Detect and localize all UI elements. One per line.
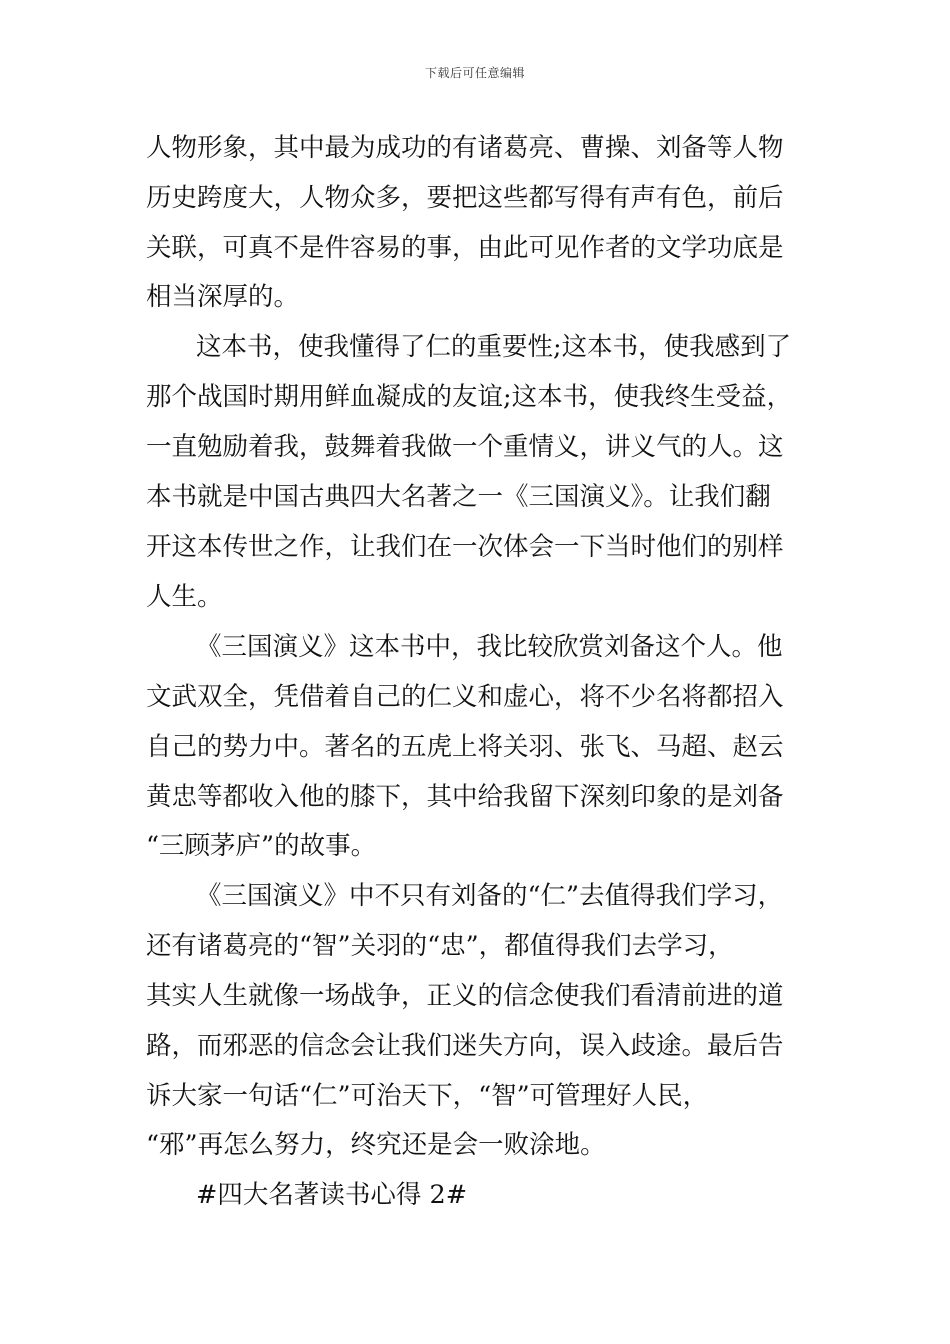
section-heading: #四大名著读书心得 2#	[196, 1180, 468, 1210]
paragraph-first-line: 这本书，使我懂得了仁的重要性;这本书，使我感到了	[196, 332, 792, 362]
paragraph-first-line: 《三国演义》中不只有刘备的“仁”去值得我们学习，	[196, 881, 784, 911]
text-line: 历史跨度大，人物众多，要把这些都写得有声有色，前后	[146, 183, 784, 213]
text-line: 文武双全，凭借着自己的仁义和虚心，将不少名将都招入	[146, 682, 784, 712]
paragraph-first-line: 《三国演义》这本书中，我比较欣赏刘备这个人。他	[196, 632, 783, 662]
text-line: 自己的势力中。著名的五虎上将关羽、张飞、马超、赵云	[146, 732, 784, 762]
text-line: 诉大家一句话“仁”可治天下，“智”可管理好人民，	[146, 1081, 709, 1111]
text-line: “三顾茅庐”的故事。	[146, 831, 377, 861]
text-line: 本书就是中国古典四大名著之一《三国演义》。让我们翻	[146, 482, 771, 512]
text-line: 人生。	[146, 582, 223, 612]
text-line: 相当深厚的。	[146, 282, 300, 312]
text-line: 还有诸葛亮的“智”关羽的“忠”，都值得我们去学习，	[146, 931, 734, 961]
text-line: 路，而邪恶的信念会让我们迷失方向，误入歧途。最后告	[146, 1031, 784, 1061]
text-line: 一直勉励着我，鼓舞着我做一个重情义，讲义气的人。这	[146, 432, 784, 462]
text-line: 黄忠等都收入他的膝下，其中给我留下深刻印象的是刘备	[146, 782, 784, 812]
text-line: “邪”再怎么努力，终究还是会一败涂地。	[146, 1130, 606, 1160]
text-line: 开这本传世之作，让我们在一次体会一下当时他们的别样	[146, 532, 784, 562]
page-header: 下载后可任意编辑	[424, 66, 525, 80]
text-line: 其实人生就像一场战争，正义的信念使我们看清前进的道	[146, 981, 784, 1011]
text-line: 那个战国时期用鲜血凝成的友谊;这本书，使我终生受益，	[146, 382, 793, 412]
text-line: 人物形象，其中最为成功的有诸葛亮、曹操、刘备等人物	[146, 133, 784, 163]
text-line: 关联，可真不是件容易的事，由此可见作者的文学功底是	[146, 233, 784, 263]
